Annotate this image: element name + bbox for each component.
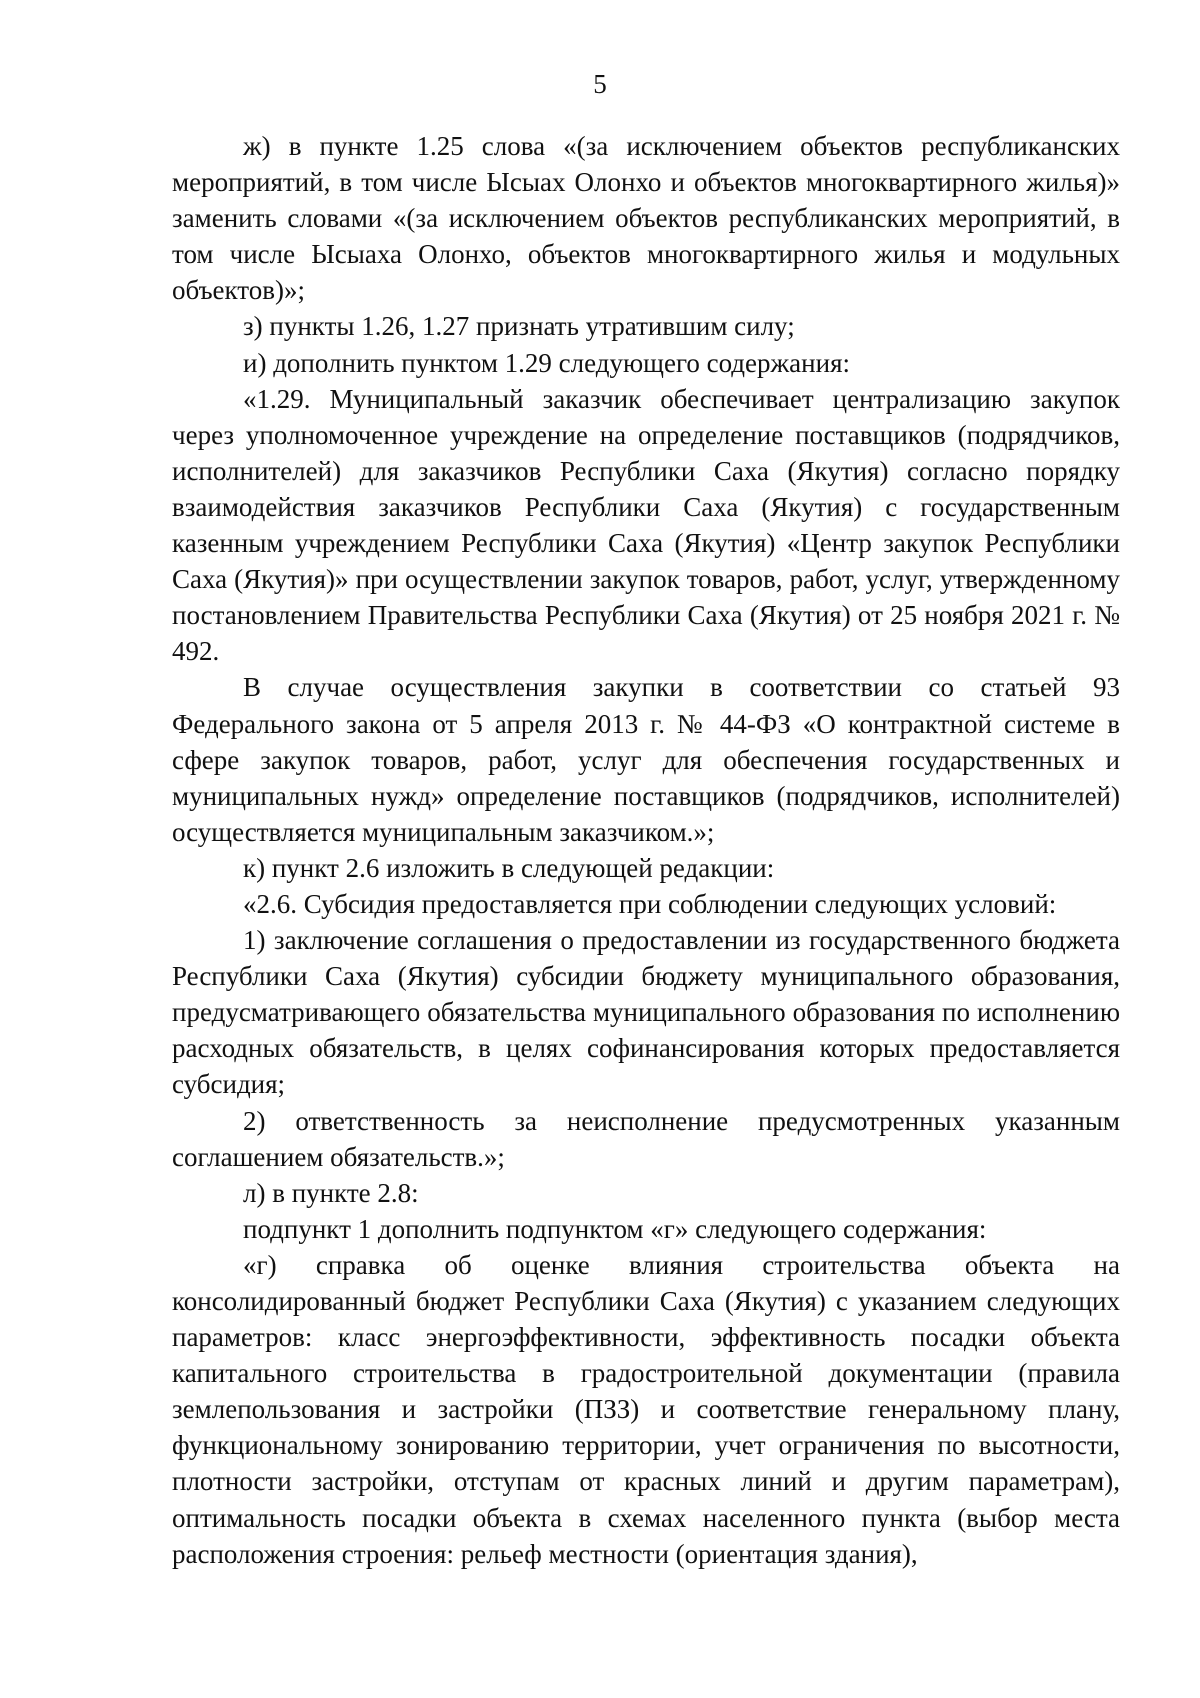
paragraph-clause-2-6: «2.6. Субсидия предоставляется при соблюдении следующих условий: — [243, 888, 1057, 919]
paragraph-item-z: з) пункты 1.26, 1.27 признать утратившим силу; — [243, 311, 795, 342]
paragraph-item-i: и) дополнить пунктом 1.29 следующего содержания: — [243, 347, 850, 378]
page-number: 5 — [593, 69, 607, 99]
document-body — [172, 128, 1120, 1572]
paragraph-item-k: к) пункт 2.6 изложить в следующей редакции: — [243, 852, 775, 883]
paragraph-item-zh: ж) в пункте 1.25 слова «(за исключением объектов республиканских мероприятий, в том числе Ысыах Олонхо и объектов многоквартирного жилья)» заменить словами «(за исключением объектов республиканских мероприятий, в том числе Ысыаха Олонхо, объектов многоквартирного жилья и модульных объектов)»; — [172, 131, 1120, 306]
paragraph-clause-1-29-continued: В случае осуществления закупки в соответствии со статьей 93 Федерального закона от 5 апреля 2013 г. № 44-ФЗ «О контрактной системе в сфере закупок товаров, работ, услуг для обеспечения государственных и муниципальных нужд» определение поставщиков (подрядчиков, исполнителей) осуществляется муниципальным заказчиком.»; — [172, 672, 1120, 847]
paragraph-item-l: л) в пункте 2.8: — [243, 1177, 419, 1208]
paragraph-subitem-1: подпункт 1 дополнить подпунктом «г» следующего содержания: — [243, 1213, 987, 1244]
paragraph-condition-1: 1) заключение соглашения о предоставлении из государственного бюджета Республики Саха (Якутия) субсидии бюджету муниципального образования, предусматривающего обязательства муниципального образования по исполнению расходных обязательств, в целях софинансирования которых предоставляется субсидия; — [172, 925, 1120, 1100]
paragraph-clause-1-29: «1.29. Муниципальный заказчик обеспечивает централизацию закупок через уполномоченное учреждение на определение поставщиков (подрядчиков, исполнителей) для заказчиков Республики Саха (Якутия) согласно порядку взаимодействия заказчиков Республики Саха (Якутия) с государственным казенным учреждением Республики Саха (Якутия) «Центр закупок Республики Саха (Якутия)» при осуществлении закупок товаров, работ, услуг, утвержденному постановлением Правительства Республики Саха (Якутия) от 25 ноября 2021 г. № 492. — [172, 383, 1120, 667]
paragraph-condition-2: 2) ответственность за неисполнение предусмотренных указанным соглашением обязательств.»; — [172, 1105, 1120, 1172]
paragraph-subitem-g: «г) справка об оценке влияния строительства объекта на консолидированный бюджет Республики Саха (Якутия) с указанием следующих параметров: класс энергоэффективности, эффективность посадки объекта капитального строительства в градостроительной документации (правила землепользования и застройки (ПЗЗ) и соответствие генеральному плану, функциональному зонированию территории, учет ограничения по высотности, плотности застройки, отступам от красных линий и другим параметрам), оптимальность посадки объекта в схемах населенного пункта (выбор места расположения строения: рельеф местности (ориентация здания), — [172, 1249, 1120, 1569]
